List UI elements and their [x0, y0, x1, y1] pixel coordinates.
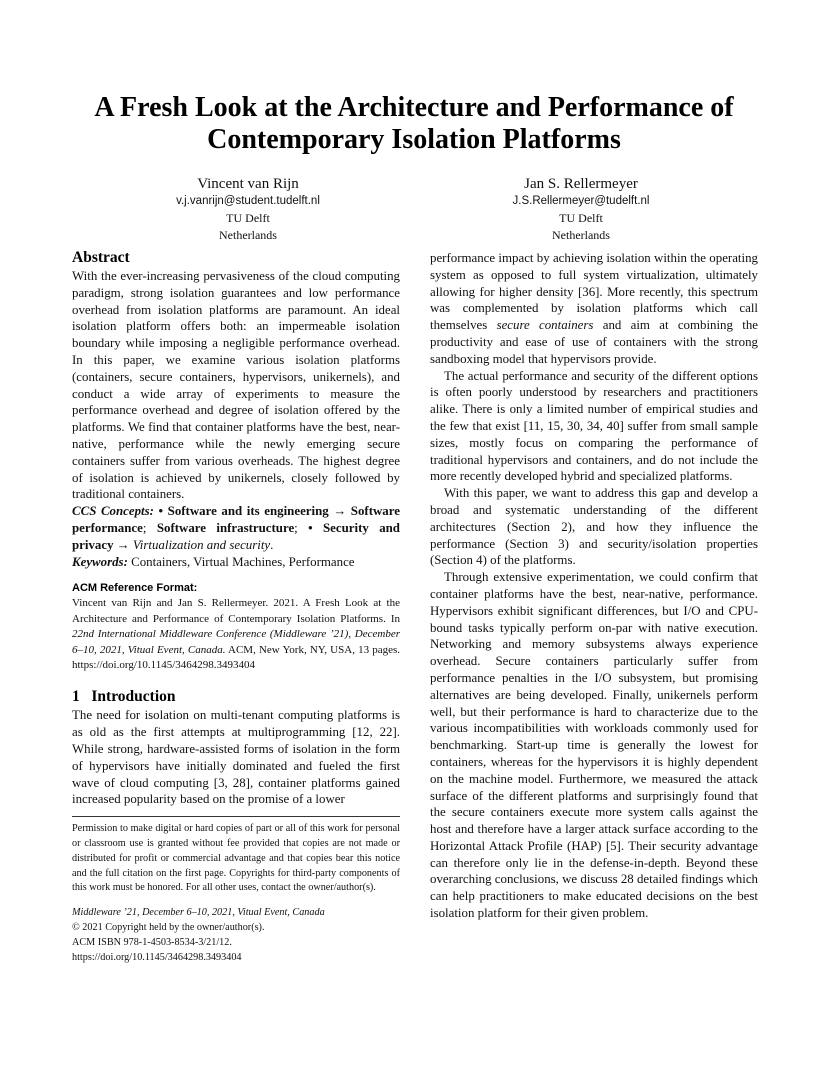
ccs-arrow: → — [116, 537, 130, 552]
keywords-label: Keywords: — [72, 554, 128, 569]
left-column — [72, 248, 400, 966]
ccs-virtualization: Virtualization and security — [132, 537, 271, 552]
author-email[interactable]: v.j.vanrijn@student.tudelft.nl — [176, 195, 320, 207]
introduction-paragraph: Through extensive experimentation, we could confirm that container platforms have the best, near-native, performance. Hypervisors exhibit significant differences, but I/O and CPU-bound tasks typically perform on-par with native execution. Networking and memory subsystems always experience overhead. Secure containers particularly suffer from performance penalties in the I/O subsystem, but promising alternatives are being developed. Finally, unikernels perform well, but their performance is hard to characterize due to the various incompatibilities with workloads commonly used for benchmarking. Start-up time is generally the lowest for containers, whereas for the hypervisors it is highly dependent on the machine model. Furthermore, we measured the attack surface of the different platforms and surprisingly found that the secure containers execute more system calls against the host and therefore have a larger attack surface according to the Horizontal Attack Profile (HAP) [5]. Their security advantage can therefore only lie in the defense-in-depth. Beyond these overarching conclusions, we discuss 28 detailed findings which can help practitioners to make educated decisions on the best isolation platform for their given problem. — [430, 570, 758, 921]
author-name: Vincent van Rijn — [197, 176, 299, 192]
reference-part1: Vincent van Rijn and Jan S. Rellermeyer. 2021. A Fresh Look at the Architecture and Performance of Contemporary Isolation Platforms. In — [72, 597, 400, 625]
ccs-bullet-security: • Security and privacy — [72, 520, 400, 552]
author-country: Netherlands — [219, 228, 277, 242]
author-country: Netherlands — [552, 228, 610, 242]
ccs-bullet-software: • Software and its engineering — [158, 504, 329, 519]
copyright-line: © 2021 Copyright held by the owner/author(s). — [72, 922, 265, 934]
ccs-software-performance: Software performance — [72, 504, 400, 535]
author-name: Jan S. Rellermeyer — [524, 176, 638, 192]
doi-link[interactable]: https://doi.org/10.1145/3464298.3493404 — [72, 951, 242, 963]
introduction-paragraph: The actual performance and security of the different options is often poorly understood by researchers and practitioners alike. There is only a limited number of empirical studies and the few that exist [11, 15, 30, 34, 40] suffer from small sample sizes, mostly focus on comparing the performance of traditional hypervisors and containers, and do not include the more recently developed hybrid and specialized platforms. — [430, 368, 758, 484]
conference-text: Middleware ’21, December 6–10, 2021, Vitual Event, Canada — [72, 907, 325, 919]
ccs-software-infrastructure: Software infrastructure — [156, 520, 295, 535]
paper-title: A Fresh Look at the Architecture and Performance of Contemporary Isolation Platforms — [94, 92, 734, 155]
introduction-paragraph-continued — [430, 250, 758, 368]
intro-cont-emphasis: secure containers — [496, 318, 594, 333]
intro-cont-text: and aim at combining the productivity and ease of use of containers with the strong sandboxing model that hypervisors provide. — [430, 318, 758, 366]
intro-cont-text: performance impact by achieving isolation within the operating system as opposed to full system virtualization, ultimately allowing for higher density [36]. More recently, this spectrum was complemented by isolation platforms which call themselves — [430, 251, 758, 333]
author-affiliation: TU Delft — [559, 211, 603, 225]
keywords — [72, 554, 400, 571]
ccs-end: . — [270, 537, 274, 552]
permission-notice: Permission to make digital or hard copies of part or all of this work for personal or classroom use is granted without fee provided that copies are not made or distributed for profit or commercial advantage and that copies bear this notice and the full citation on the first page. Copyrights for third-party components of this work must be honored. For all other uses, contact the owner/author(s). — [72, 823, 400, 894]
author-block — [481, 175, 681, 244]
reference-part2: ACM, New York, NY, USA, 13 pages. https://doi.org/10.1145/3464298.3493404 — [72, 643, 401, 671]
keywords-text: Containers, Virtual Machines, Performance — [131, 554, 355, 569]
reference-heading: ACM Reference Format: — [72, 582, 198, 595]
ccs-separator: ; — [294, 520, 298, 535]
abstract-text: With the ever-increasing pervasiveness of the cloud computing paradigm, strong isolation guarantees and low performance overhead from isolation platforms are paramount. An ideal isolation platform offers both: an impermeable isolation boundary while imposing a negligible performance overhead. In this paper, we examine various isolation platforms (containers, secure containers, hypervisors, unikernels), and conduct a wide array of experiments to measure the performance overhead and degree of isolation offered by the platforms. We find that container platforms have the best, near-native, performance while the newly emerging secure containers suffer from various overheads. The highest degree of isolation is achieved by unikernels, closely followed by traditional containers. — [72, 269, 400, 502]
ccs-arrow: → — [333, 504, 347, 519]
ccs-separator: ; — [142, 520, 147, 535]
author-block — [148, 175, 348, 244]
isbn-line: ACM ISBN 978-1-4503-8534-3/21/12. — [72, 936, 232, 948]
footnote-divider — [72, 816, 400, 817]
author-affiliation: TU Delft — [226, 211, 270, 225]
reference-venue: 22nd International Middleware Conference (Middleware ’21), December 6–10, 2021, Vitual Event, Canada. — [72, 628, 400, 656]
introduction-paragraph: With this paper, we want to address this gap and develop a broad and systematic understanding of the different architectures (Section 2), and how they influence the performance (Section 3) and security/isolation properties (Section 4) of the platforms. — [430, 486, 758, 568]
conference-line — [72, 906, 400, 921]
author-email[interactable]: J.S.Rellermeyer@tudelft.nl — [512, 195, 650, 207]
ccs-concepts — [72, 503, 400, 553]
introduction-heading: 1 Introduction — [72, 688, 176, 706]
right-column — [430, 250, 758, 922]
reference-text — [72, 596, 400, 673]
abstract-heading: Abstract — [72, 249, 130, 266]
introduction-paragraph: The need for isolation on multi-tenant computing platforms is as old as the first attempts at multiprogramming [12, 22]. While strong, hardware-assisted forms of isolation in the form of hypervisors have initially dominated and fueled the first wave of cloud computing [3, 28], container platforms gained increased popularity based on the promise of a lower — [72, 708, 400, 807]
ccs-label: CCS Concepts: — [72, 504, 154, 519]
